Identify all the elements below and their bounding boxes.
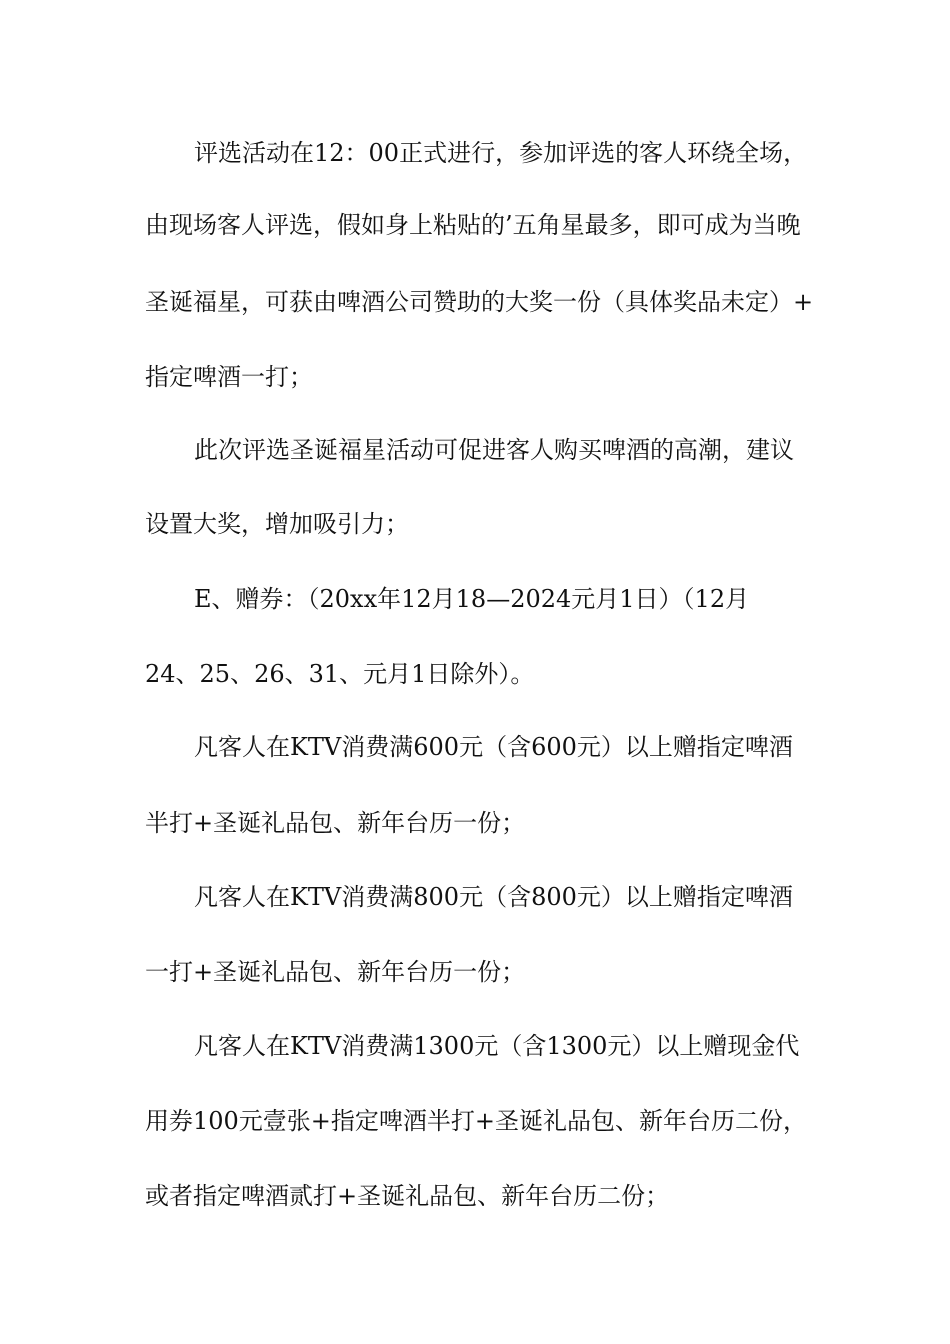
paragraph-line: 由现场客人评选，假如身上粘贴的’五角星最多，即可成为当晚	[145, 211, 801, 239]
paragraph-line: E、赠券：（20xx年12月18—2024元月1日）（12月	[194, 585, 750, 613]
paragraph-line: 凡客人在KTV消费满1300元（含1300元）以上赠现金代	[194, 1032, 800, 1060]
paragraph-line: 指定啤酒一打；	[145, 363, 313, 391]
paragraph-line: 24、25、26、31、元月1日除外）。	[145, 660, 535, 688]
paragraph-line: 半打+圣诞礼品包、新年台历一份；	[145, 809, 526, 837]
paragraph-line: 一打+圣诞礼品包、新年台历一份；	[145, 958, 526, 986]
paragraph-line: 凡客人在KTV消费满600元（含600元）以上赠指定啤酒	[194, 733, 793, 761]
paragraph-line: 或者指定啤酒贰打+圣诞礼品包、新年台历二份；	[145, 1182, 670, 1210]
paragraph-line: 圣诞福星，可获由啤酒公司赞助的大奖一份（具体奖品未定）+	[145, 288, 814, 316]
paragraph-line: 凡客人在KTV消费满800元（含800元）以上赠指定啤酒	[194, 883, 793, 911]
paragraph-line: 此次评选圣诞福星活动可促进客人购买啤酒的高潮，建议	[194, 436, 794, 464]
paragraph-line: 用券100元壹张+指定啤酒半打+圣诞礼品包、新年台历二份，	[145, 1107, 808, 1135]
paragraph-line: 设置大奖，增加吸引力；	[145, 510, 409, 538]
paragraph-line: 评选活动在12：00正式进行，参加评选的客人环绕全场，	[194, 139, 808, 167]
